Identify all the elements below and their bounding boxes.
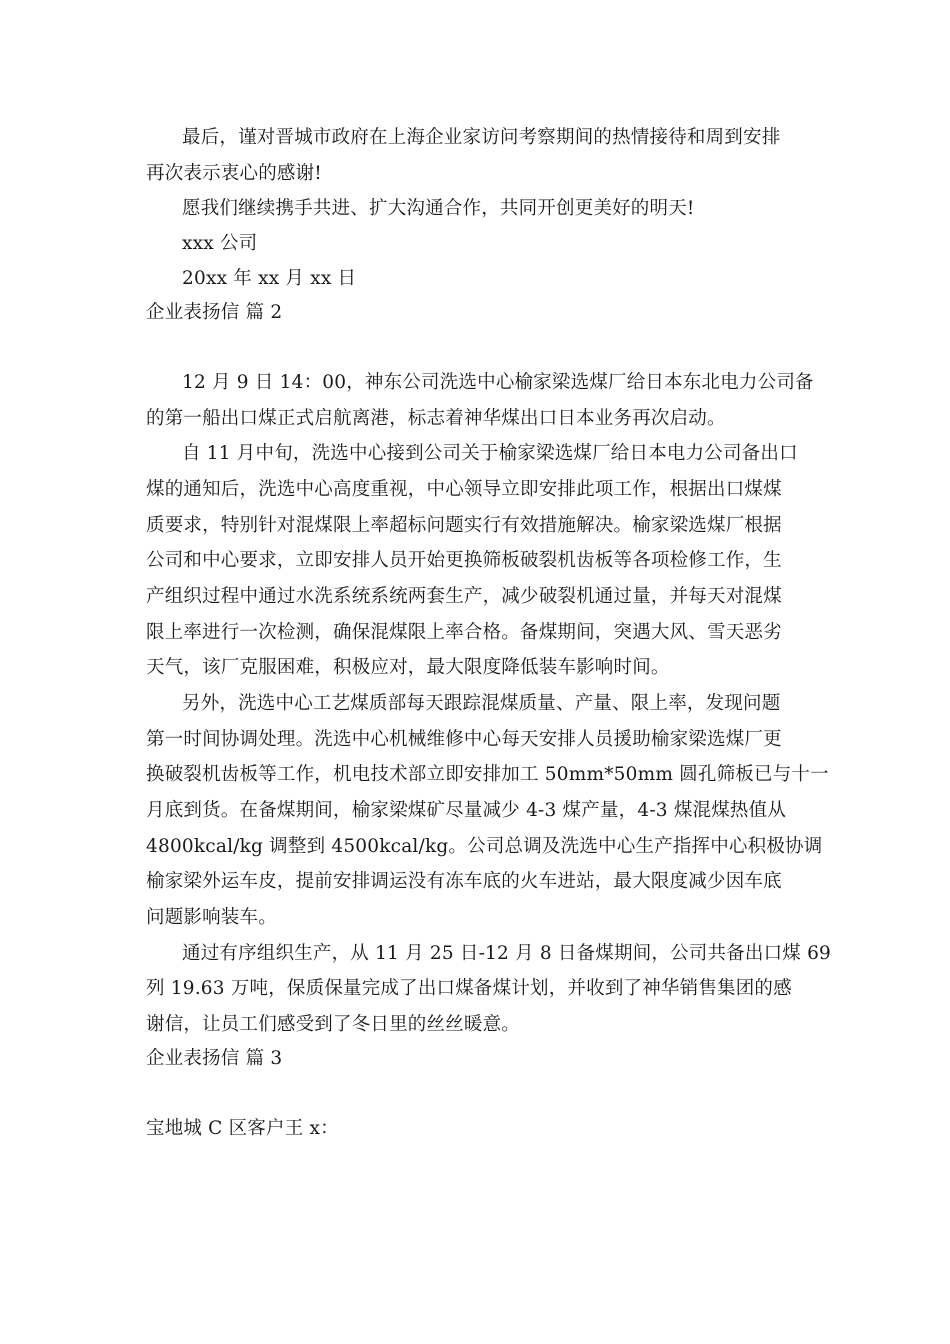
paragraph-line: 公司和中心要求，立即安排人员开始更换筛板破裂机齿板等各项检修工作，生 — [146, 550, 782, 571]
paragraph-line: 自 11 月中旬，洗选中心接到公司关于榆家梁选煤厂给日本电力公司备出口 — [182, 443, 798, 464]
paragraph-line: 煤的通知后，洗选中心高度重视，中心领导立即安排此项工作，根据出口煤煤 — [146, 479, 782, 500]
paragraph-line: 4800kcal/kg 调整到 4500kcal/kg。公司总调及洗选中心生产指挥中心积极协调 — [146, 836, 823, 857]
paragraph-line: 榆家梁外运车皮，提前安排调运没有冻车底的火车进站，最大限度减少因车底 — [146, 871, 782, 892]
paragraph-line: 质要求，特别针对混煤限上率超标问题实行有效措施解决。榆家梁选煤厂根据 — [146, 515, 782, 536]
salutation: 宝地城 C 区客户王 x： — [146, 1118, 339, 1139]
paragraph-line: 问题影响装车。 — [146, 907, 277, 928]
paragraph-line: 通过有序组织生产，从 11 月 25 日-12 月 8 日备煤期间，公司共备出口煤 69 — [182, 943, 832, 964]
section-heading: 企业表扬信 篇 2 — [146, 302, 283, 323]
paragraph-line: 月底到货。在备煤期间，榆家梁煤矿尽量减少 4-3 煤产量，4-3 煤混煤热值从 — [146, 800, 787, 821]
paragraph-line: 列 19.63 万吨，保质保量完成了出口煤备煤计划，并收到了神华销售集团的感 — [146, 978, 792, 999]
signature-date: 20xx 年 xx 月 xx 日 — [182, 268, 357, 289]
paragraph-line: 天气，该厂克服困难，积极应对，最大限度降低装车影响时间。 — [146, 657, 670, 678]
paragraph-line: 最后，谨对晋城市政府在上海企业家访问考察期间的热情接待和周到安排 — [182, 127, 781, 148]
paragraph-line: 限上率进行一次检测，确保混煤限上率合格。备煤期间，突遇大风、雪天恶劣 — [146, 622, 782, 643]
paragraph-line: 愿我们继续携手共进、扩大沟通合作，共同开创更美好的明天! — [182, 198, 695, 219]
section-heading: 企业表扬信 篇 3 — [146, 1048, 283, 1069]
paragraph-line: 12 月 9 日 14：00，神东公司洗选中心榆家梁选煤厂给日本东北电力公司备 — [182, 372, 814, 393]
paragraph-line: 产组织过程中通过水洗系统系统两套生产，减少破裂机通过量，并每天对混煤 — [146, 586, 782, 607]
paragraph-line: 第一时间协调处理。洗选中心机械维修中心每天安排人员援助榆家梁选煤厂更 — [146, 729, 782, 750]
paragraph-line: 的第一船出口煤正式启航离港，标志着神华煤出口日本业务再次启动。 — [146, 408, 726, 429]
paragraph-line: 再次表示衷心的感谢! — [146, 163, 322, 184]
signature-company: xxx 公司 — [182, 233, 258, 254]
paragraph-line: 换破裂机齿板等工作，机电技术部立即安排加工 50mm*50mm 圆孔筛板已与十一 — [146, 764, 829, 785]
paragraph-line: 谢信，让员工们感受到了冬日里的丝丝暖意。 — [146, 1014, 521, 1035]
paragraph-line: 另外，洗选中心工艺煤质部每天跟踪混煤质量、产量、限上率，发现问题 — [182, 693, 781, 714]
